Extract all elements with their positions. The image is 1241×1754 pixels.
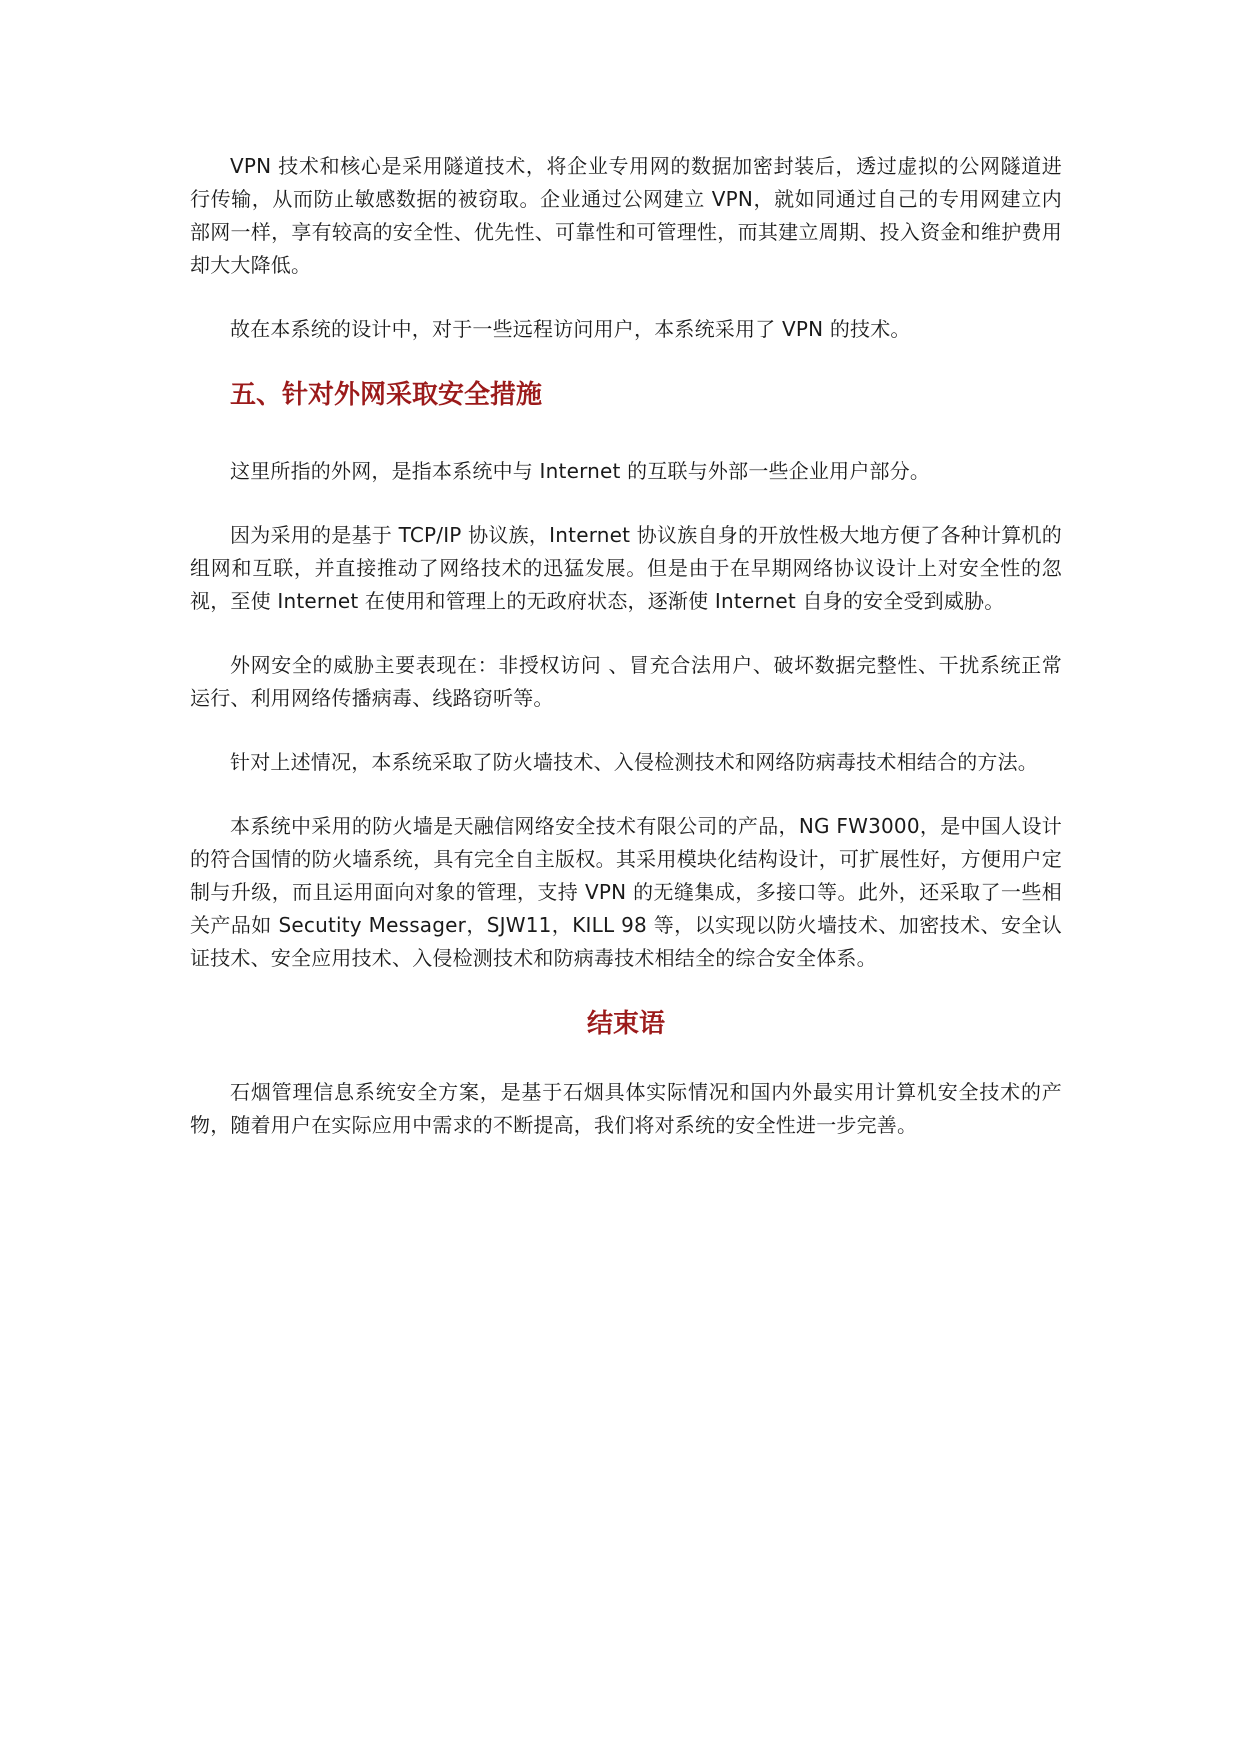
section-heading-external-network: 五、针对外网采取安全措施 (230, 380, 543, 410)
paragraph-firewall-product: 本系统中采用的防火墙是天融信网络安全技术有限公司的产品，NG FW3000，是中国人设计的符合国情的防火墙系统，具有完全自主版权。其采用模块化结构设计，可扩展性好，方便用户定制与升级，而且运用面向对象的管理，支持 VPN 的无缝集成，多接口等。此外，还采取了一些相关产品如 Secutity Messager，SJW11，KILL 98 等，以实现以防火墙技术、加密技术、安全认证技术、安全应用技术、入侵检测技术和防病毒技术相结全的综合安全体系。 (190, 814, 1062, 970)
paragraph-external-definition: 这里所指的外网，是指本系统中与 Internet 的互联与外部一些企业用户部分。 (230, 459, 931, 483)
paragraph-conclusion: 石烟管理信息系统安全方案，是基于石烟具体实际情况和国内外最实用计算机安全技术的产物，随着用户在实际应用中需求的不断提高，我们将对系统的安全性进一步完善。 (190, 1080, 1062, 1137)
document-body (190, 150, 1062, 1173)
paragraph-vpn-remote: 故在本系统的设计中，对于一些远程访问用户，本系统采用了 VPN 的技术。 (230, 317, 911, 341)
paragraph-threats: 外网安全的威胁主要表现在：非授权访问 、冒充合法用户、破坏数据完整性、干扰系统正常运行、利用网络传播病毒、线路窃听等。 (190, 653, 1062, 710)
paragraph-countermeasures: 针对上述情况，本系统采取了防火墙技术、入侵检测技术和网络防病毒技术相结合的方法。 (230, 750, 1038, 774)
paragraph-tcpip-openness: 因为采用的是基于 TCP/IP 协议族，Internet 协议族自身的开放性极大地方便了各种计算机的组网和互联，并直接推动了网络技术的迅猛发展。但是由于在早期网络协议设计上对安全性的忽视，至使 Internet 在使用和管理上的无政府状态，逐渐使 Internet 自身的安全受到威胁。 (190, 523, 1062, 613)
conclusion-heading: 结束语 (586, 1009, 665, 1039)
paragraph-vpn-core: VPN 技术和核心是采用隧道技术，将企业专用网的数据加密封装后，透过虚拟的公网隧道进行传输，从而防止敏感数据的被窃取。企业通过公网建立 VPN，就如同通过自己的专用网建立内部网一样，享有较高的安全性、优先性、可靠性和可管理性，而其建立周期、投入资金和维护费用却大大降低。 (190, 154, 1062, 277)
